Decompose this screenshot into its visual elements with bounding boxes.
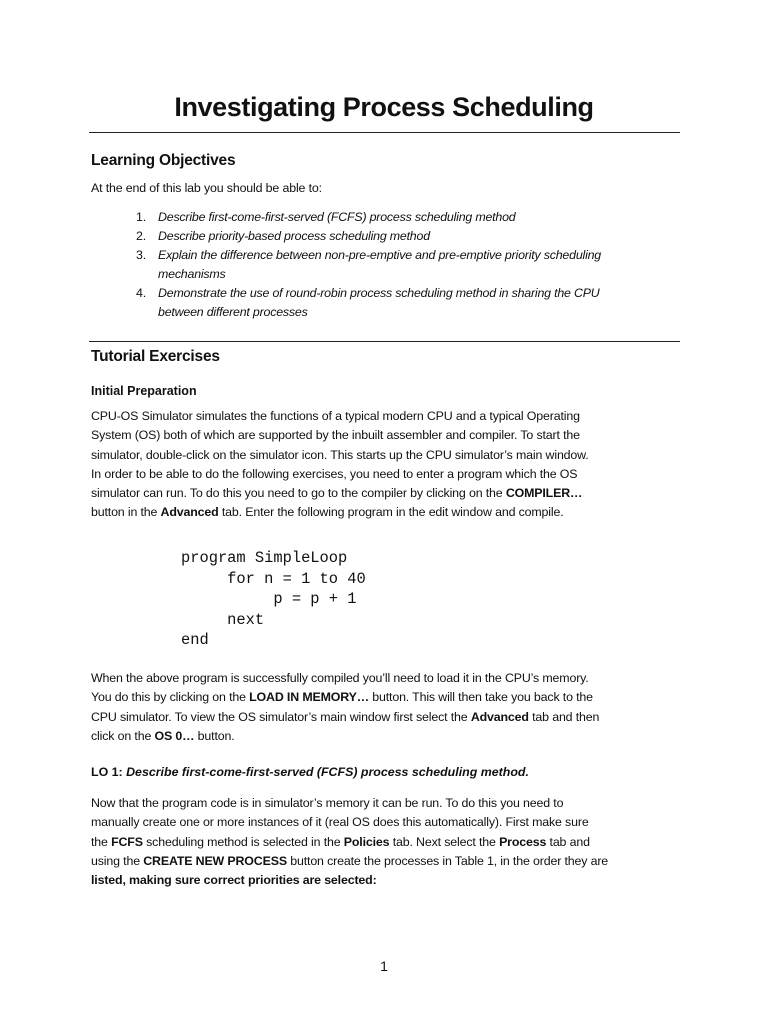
- objective-item: [136, 246, 684, 284]
- objective-text-continued: mechanisms: [158, 267, 226, 282]
- policies-tab-ref: Policies: [343, 834, 390, 849]
- objective-number: 4.: [136, 286, 146, 301]
- advanced-tab-ref: Advanced: [160, 505, 219, 520]
- load-in-memory-ref: LOAD IN MEMORY…: [249, 690, 369, 705]
- document-title: Investigating Process Scheduling: [174, 92, 594, 122]
- objective-text: Explain the difference between non-pre-emptive and pre-emptive priority scheduling: [158, 248, 601, 263]
- create-new-process-ref: CREATE NEW PROCESS: [143, 853, 287, 868]
- initial-preparation-paragraph: CPU-OS Simulator simulates the functions of a typical modern CPU and a typical Operating System (OS) both of which are supported by the inbuilt assembler and compiler. To start the simulator, double-click on the simulator icon. This starts up the CPU simulator’s main window. In order to be able to do the following exercises, you need to enter a program which the OS simulator can run. To do this you need to go to the compiler by clicking on the COMPILER… button in the Advanced tab. Enter the following program in the edit window and compile.: [91, 409, 589, 520]
- lo1-text: Describe first-come-first-served (FCFS) process scheduling method.: [126, 765, 529, 779]
- code-line: next: [181, 610, 265, 629]
- code-line: for n = 1 to 40: [181, 569, 366, 588]
- fcfs-ref: FCFS: [111, 834, 143, 849]
- title-rule: [89, 132, 680, 133]
- objectives-list: [136, 208, 684, 323]
- code-line: p = p + 1: [181, 590, 357, 609]
- code-listing: [181, 548, 366, 651]
- objective-text-continued: between different processes: [158, 305, 308, 320]
- objective-number: 1.: [136, 210, 146, 224]
- objective-item: [136, 227, 684, 246]
- objective-item: [136, 284, 684, 322]
- objective-number: 2.: [136, 229, 146, 244]
- compiler-button-ref: COMPILER…: [505, 486, 583, 501]
- page-number: 1: [380, 958, 388, 974]
- tutorial-exercises-heading: Tutorial Exercises: [91, 348, 220, 365]
- objective-item: [136, 208, 684, 227]
- section-rule: [89, 341, 680, 342]
- load-memory-paragraph: When the above program is successfully compiled you’ll need to load it in the CPU’s memory. You do this by clicking on the LOAD IN MEMORY… button. This will then take you back to the CPU simulator. To view the OS simulator’s main window first select the Advanced tab and then click on the OS 0… button.: [91, 671, 600, 743]
- fcfs-paragraph: Now that the program code is in simulator’s memory it can be run. To do this you need to manually create one or more instances of it (real OS does this automatically). First make sure the FCFS scheduling method is selected in the Policies tab. Next select the Process tab and using the CREATE NEW PROCESS button create the processes in Table 1, in the order they are listed, making sure correct priorities are selected:: [91, 796, 609, 888]
- objective-text: Describe first-come-first-served (FCFS) process scheduling method: [158, 210, 516, 224]
- learning-objectives-heading: Learning Objectives: [91, 152, 236, 169]
- code-line: end: [181, 631, 209, 650]
- initial-preparation-heading: Initial Preparation: [91, 384, 197, 398]
- learning-objectives-intro: At the end of this lab you should be able to:: [91, 181, 322, 195]
- lo1-label: LO 1:: [91, 765, 127, 779]
- advanced-tab-ref: Advanced: [470, 709, 529, 724]
- code-line: program SimpleLoop: [181, 549, 348, 567]
- objective-text: Demonstrate the use of round-robin process scheduling method in sharing the CPU: [158, 286, 600, 301]
- os0-button-ref: OS 0…: [154, 728, 195, 743]
- objective-number: 3.: [136, 248, 146, 263]
- objective-text: Describe priority-based process scheduling method: [158, 229, 430, 244]
- lo1-heading: [91, 765, 529, 779]
- process-tab-ref: Process: [499, 834, 547, 849]
